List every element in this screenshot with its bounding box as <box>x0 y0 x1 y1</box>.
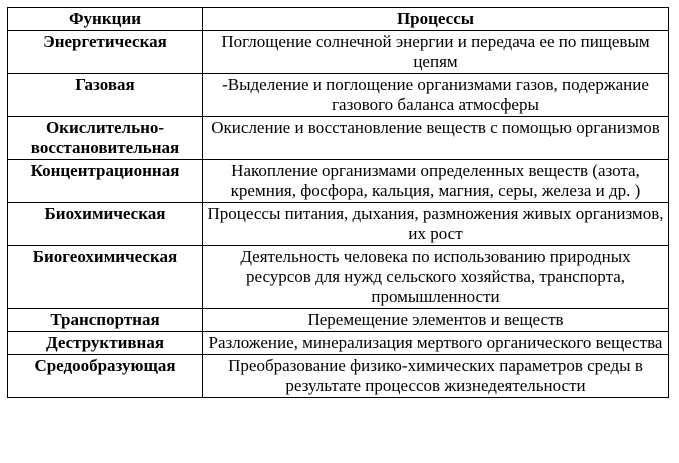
table-row <box>8 31 669 74</box>
table-row <box>8 332 669 355</box>
process-cell: Процессы питания, дыхания, размножения живых организмов, их рост <box>203 203 669 246</box>
table-row <box>8 355 669 398</box>
function-cell: Средообразующая <box>8 355 203 398</box>
process-cell: Деятельность человека по использованию природных ресурсов для нужд сельского хозяйства, транспорта, промышленности <box>203 246 669 309</box>
column-header-functions: Функции <box>8 8 203 31</box>
table-row <box>8 117 669 160</box>
table-row <box>8 309 669 332</box>
column-header-processes: Процессы <box>203 8 669 31</box>
function-cell: Транспортная <box>8 309 203 332</box>
process-cell: Окисление и восстановление веществ с помощью организмов <box>203 117 669 160</box>
process-cell: Накопление организмами определенных веществ (азота, кремния, фосфора, кальция, магния, серы, железа и др. ) <box>203 160 669 203</box>
table-row <box>8 203 669 246</box>
process-cell: Перемещение элементов и веществ <box>203 309 669 332</box>
function-cell: Окислительно-восстановительная <box>8 117 203 160</box>
functions-table-container <box>7 7 669 398</box>
table-row <box>8 246 669 309</box>
function-cell: Биохимическая <box>8 203 203 246</box>
table-header-row <box>8 8 669 31</box>
process-cell: Поглощение солнечной энергии и передача ее по пищевым цепям <box>203 31 669 74</box>
process-cell: Преобразование физико-химических параметров среды в результате процессов жизнедеятельности <box>203 355 669 398</box>
function-cell: Газовая <box>8 74 203 117</box>
function-cell: Деструктивная <box>8 332 203 355</box>
table-row <box>8 160 669 203</box>
function-cell: Концентрационная <box>8 160 203 203</box>
process-cell: Разложение, минерализация мертвого органического вещества <box>203 332 669 355</box>
function-cell: Биогеохимическая <box>8 246 203 309</box>
table-row <box>8 74 669 117</box>
process-cell: -Выделение и поглощение организмами газов, подержание газового баланса атмосферы <box>203 74 669 117</box>
functions-table <box>7 7 669 398</box>
function-cell: Энергетическая <box>8 31 203 74</box>
